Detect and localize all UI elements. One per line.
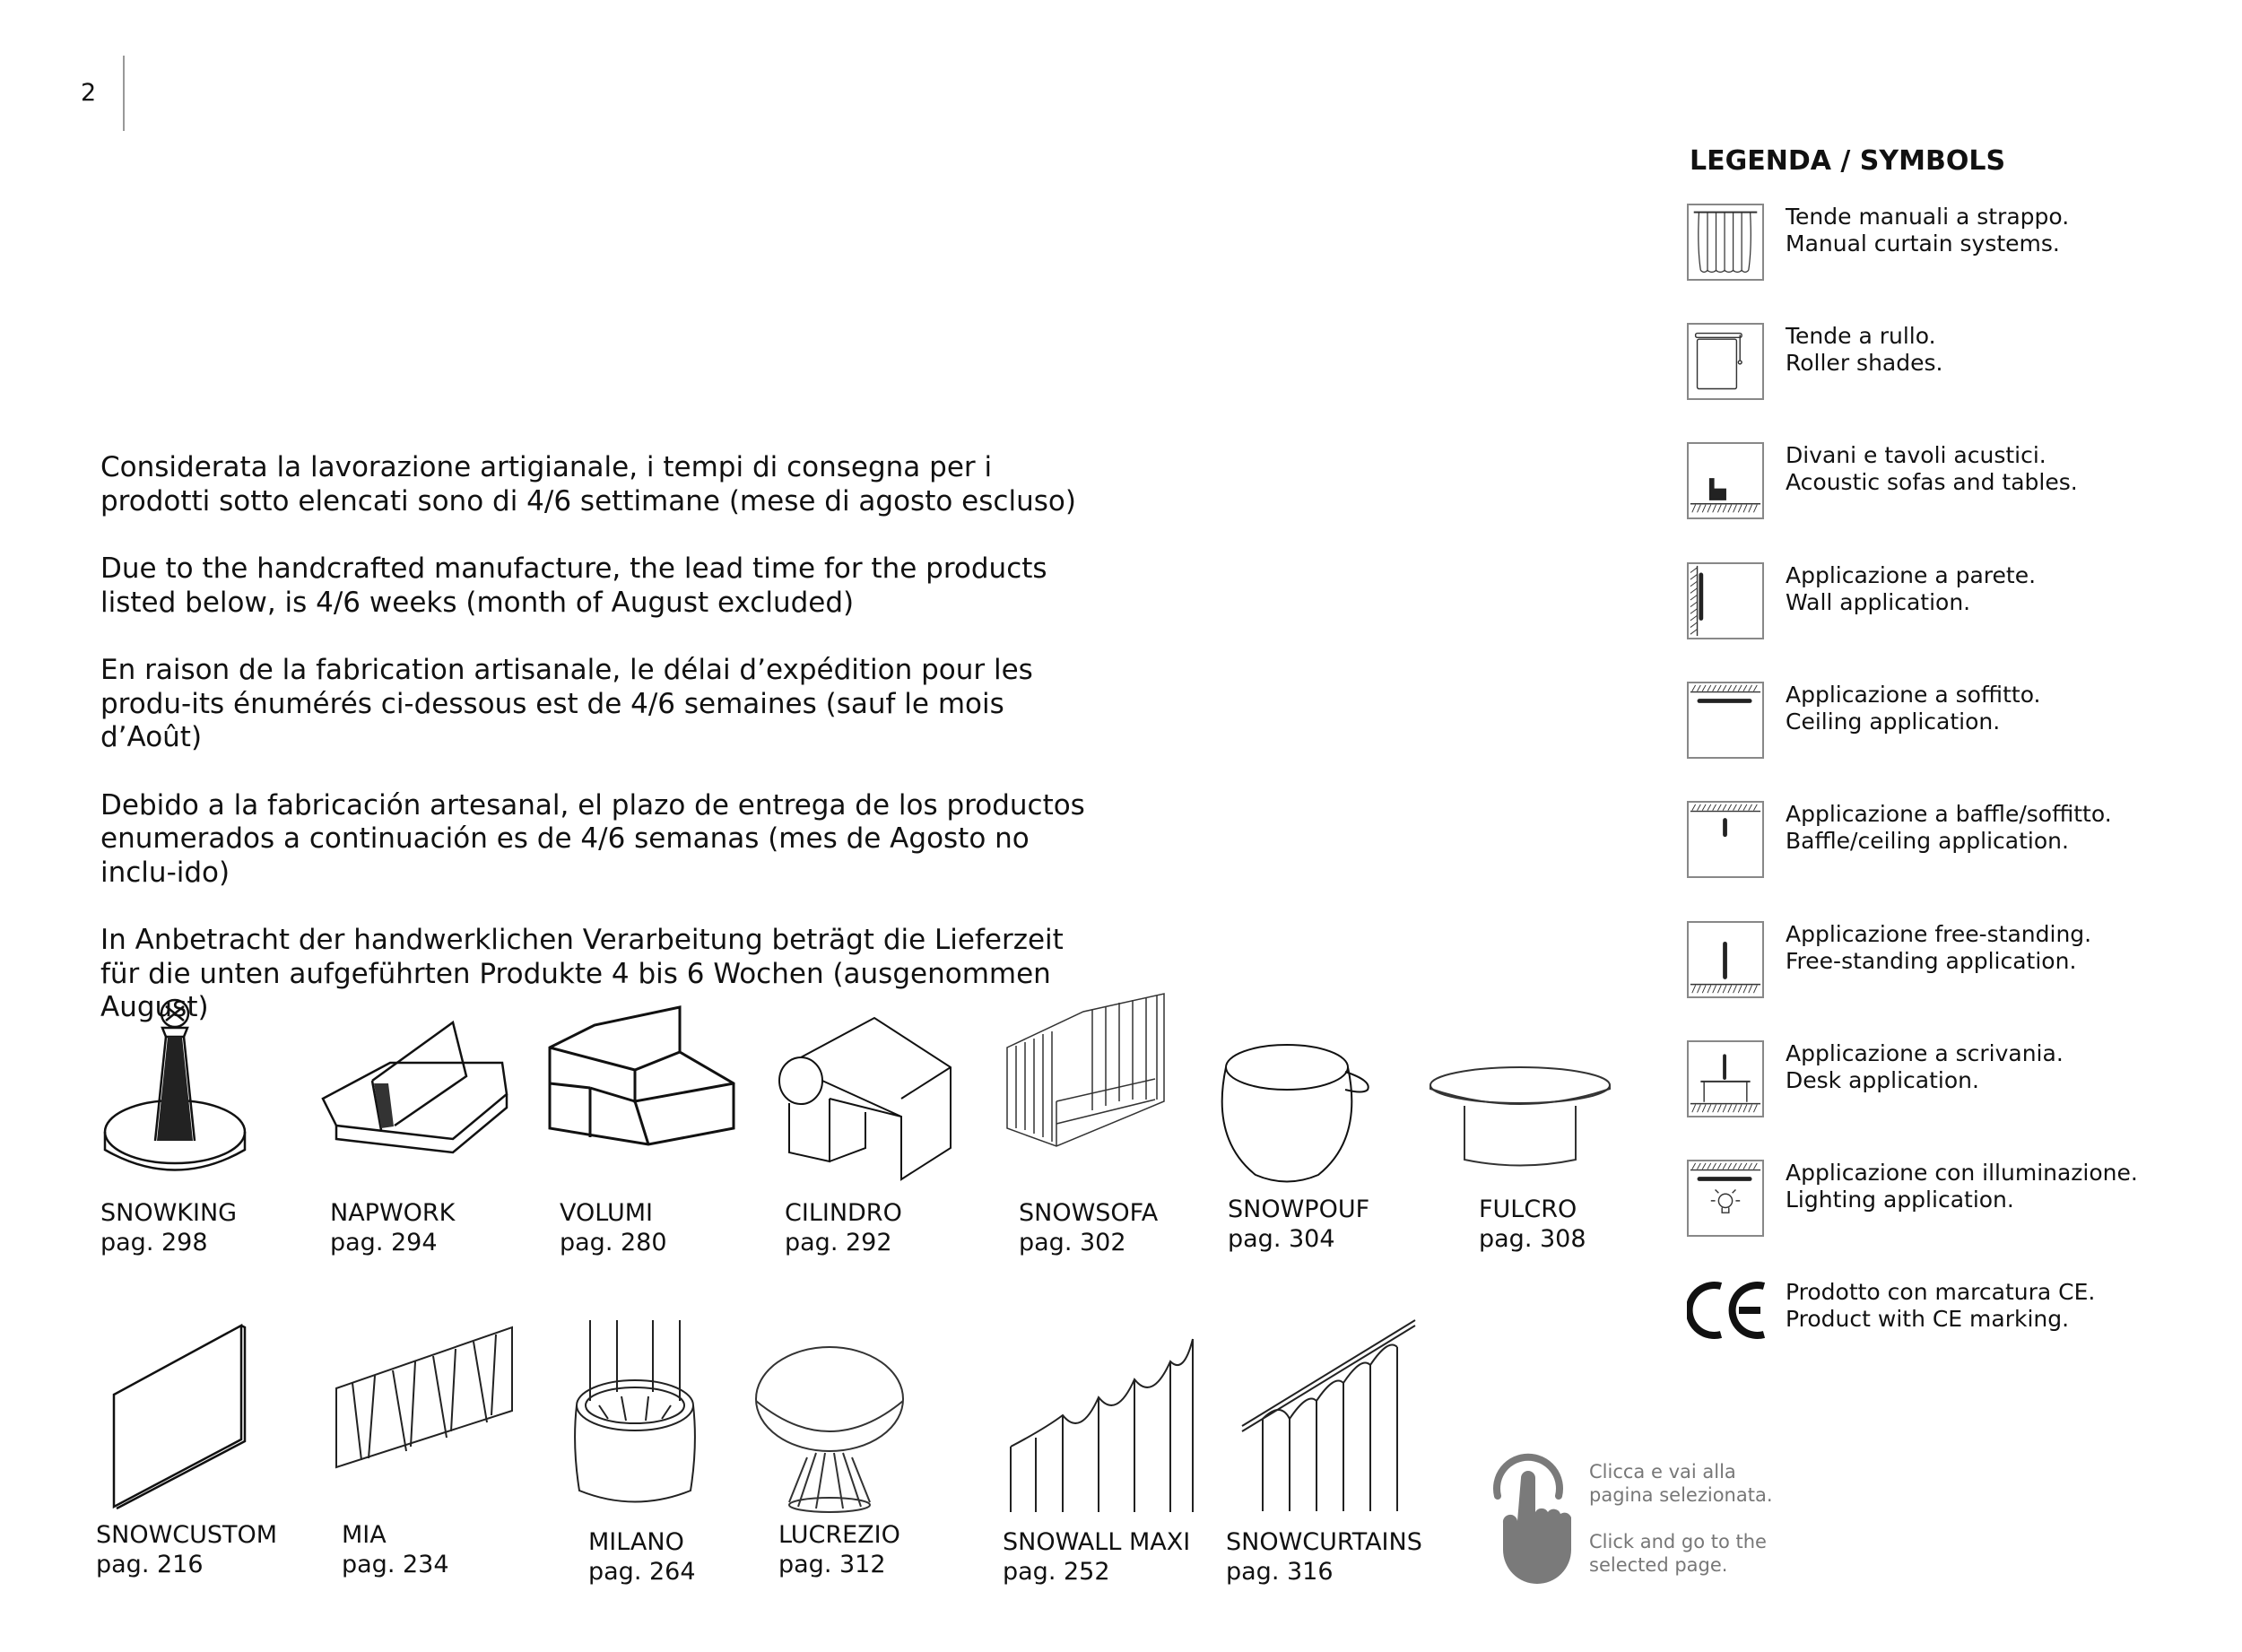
legend-item-free-standing — [1687, 921, 2189, 1002]
hand-pointer-icon — [1489, 1451, 1574, 1589]
ceiling-application-icon — [1687, 682, 1764, 759]
product-link-snowking[interactable] — [100, 1198, 237, 1257]
snowpouf-illustration[interactable] — [1220, 1040, 1377, 1184]
wall-application-icon — [1687, 562, 1764, 639]
legend-item-curtain — [1687, 204, 2189, 284]
product-name: SNOWCURTAINS — [1226, 1528, 1422, 1556]
page-number: 2 — [81, 79, 97, 107]
cilindro-illustration[interactable] — [776, 1013, 955, 1184]
legend-text-it: Applicazione a baffle/soffitto. — [1786, 801, 2112, 827]
product-name: CILINDRO — [785, 1199, 902, 1227]
legend-text-en: Roller shades. — [1786, 350, 1943, 376]
product-page: pag. 316 — [1226, 1558, 1334, 1586]
product-page: pag. 308 — [1479, 1225, 1586, 1253]
legend-text-en: Acoustic sofas and tables. — [1786, 469, 2078, 495]
legend-title: LEGENDA / SYMBOLS — [1690, 145, 2006, 177]
product-link-milano[interactable] — [588, 1527, 696, 1587]
legend-text-it: Applicazione con illuminazione. — [1786, 1160, 2138, 1186]
lead-time-notice — [100, 451, 1087, 1059]
product-page: pag. 280 — [560, 1229, 667, 1256]
legend-text-en: Free-standing application. — [1786, 948, 2077, 974]
legend-text-en: Wall application. — [1786, 589, 1971, 615]
product-name: SNOWPOUF — [1228, 1196, 1370, 1223]
product-name: NAPWORK — [330, 1199, 456, 1227]
product-name: MIA — [342, 1521, 387, 1549]
legend-text-en: Ceiling application. — [1786, 709, 2001, 735]
product-page: pag. 234 — [342, 1551, 449, 1578]
product-name: SNOWALL MAXI — [1003, 1528, 1191, 1556]
milano-illustration[interactable] — [572, 1320, 698, 1509]
product-link-snowpouf[interactable] — [1228, 1195, 1369, 1254]
legend-text-it: Applicazione a scrivania. — [1786, 1040, 2064, 1066]
legend-text-it: Tende manuali a strappo. — [1786, 204, 2070, 230]
product-name: SNOWCUSTOM — [96, 1521, 278, 1549]
product-page: pag. 312 — [778, 1551, 886, 1578]
product-link-snowsofa[interactable] — [1019, 1198, 1158, 1257]
legend-text-en: Product with CE marking. — [1786, 1306, 2070, 1332]
curtain-icon — [1687, 204, 1764, 281]
napwork-illustration[interactable] — [318, 1013, 511, 1166]
product-name: FULCRO — [1479, 1196, 1577, 1223]
legend-text-en: Desk application. — [1786, 1067, 1979, 1093]
snowcustom-illustration[interactable] — [111, 1323, 246, 1511]
roller-shade-icon — [1687, 323, 1764, 400]
legend-text-it: Applicazione a parete. — [1786, 562, 2037, 588]
fulcro-illustration[interactable] — [1429, 1065, 1612, 1169]
product-link-mia[interactable] — [342, 1520, 449, 1579]
lucrezio-illustration[interactable] — [753, 1345, 906, 1511]
baffle-application-icon — [1687, 801, 1764, 878]
page-divider — [123, 56, 125, 131]
legend-item-sofa — [1687, 442, 2189, 523]
legend-item-lighting — [1687, 1160, 2189, 1240]
product-link-volumi[interactable] — [560, 1198, 667, 1257]
product-link-fulcro[interactable] — [1479, 1195, 1586, 1254]
snowsofa-illustration[interactable] — [1003, 994, 1173, 1146]
notice-es: Debido a la fabricación artesanal, el plazo de entrega de los productos enumerados a continuación es de 4/6 semanas (mes de Agosto no inclu-ido) — [100, 788, 1085, 889]
notice-it: Considerata la lavorazione artigianale, i tempi di consegna per i prodotti sotto elencati sono di 4/6 settimane (mese di agosto escluso) — [100, 451, 1076, 517]
legend-text-en: Lighting application. — [1786, 1187, 2014, 1213]
desk-application-icon — [1687, 1040, 1764, 1117]
legend-item-ceiling — [1687, 682, 2189, 762]
product-link-napwork[interactable] — [330, 1198, 455, 1257]
legend-text-en: Baffle/ceiling application. — [1786, 828, 2069, 854]
product-name: LUCREZIO — [778, 1521, 900, 1549]
snowking-illustration[interactable] — [103, 997, 220, 1190]
product-name: SNOWSOFA — [1019, 1199, 1159, 1227]
lighting-application-icon — [1687, 1160, 1764, 1237]
legend-item-ce — [1687, 1279, 2189, 1360]
mia-illustration[interactable] — [335, 1326, 514, 1469]
legend-text-it: Prodotto con marcatura CE. — [1786, 1279, 2096, 1305]
volumi-illustration[interactable] — [545, 1003, 738, 1146]
notice-fr: En raison de la fabrication artisanale, le délai d’expédition pour les produ-its énumérés ci-dessous est de 4/6 semaines (sauf le mois d’Août) — [100, 654, 1033, 753]
legend-item-wall — [1687, 562, 2189, 643]
ce-mark-icon — [1687, 1279, 1768, 1345]
product-page: pag. 216 — [96, 1551, 204, 1578]
click-hint — [1589, 1460, 1777, 1600]
notice-en: Due to the handcrafted manufacture, the lead time for the products listed below, is 4/6 weeks (month of August excluded) — [100, 552, 1047, 619]
click-hint-en: Click and go to the selected page. — [1589, 1531, 1767, 1576]
legend-item-desk — [1687, 1040, 2189, 1121]
sofa-icon — [1687, 442, 1764, 519]
product-name: VOLUMI — [560, 1199, 653, 1227]
click-hint-it: Clicca e vai alla pagina selezionata. — [1589, 1461, 1773, 1506]
snowcurtains-illustration[interactable] — [1240, 1320, 1420, 1513]
product-link-lucrezio[interactable] — [778, 1520, 900, 1579]
product-page: pag. 252 — [1003, 1558, 1110, 1586]
product-name: SNOWKING — [100, 1199, 238, 1227]
product-page: pag. 264 — [588, 1558, 696, 1586]
product-page: pag. 298 — [100, 1229, 208, 1256]
legend-text-en: Manual curtain systems. — [1786, 230, 2060, 256]
product-link-snowcustom[interactable] — [96, 1520, 277, 1579]
product-link-snowcurtains[interactable] — [1226, 1527, 1422, 1587]
product-page: pag. 294 — [330, 1229, 438, 1256]
notice-de: In Anbetracht der handwerklichen Verarbeitung beträgt die Lieferzeit für die unten aufgeführten Produkte 4 bis 6 Wochen (ausgenommen August) — [100, 924, 1064, 1023]
product-name: MILANO — [588, 1528, 684, 1556]
legend-text-it: Divani e tavoli acustici. — [1786, 442, 2046, 468]
legend-item-baffle — [1687, 801, 2189, 882]
product-page: pag. 302 — [1019, 1229, 1126, 1256]
legend-text-it: Applicazione free-standing. — [1786, 921, 2092, 947]
legend-text-it: Tende a rullo. — [1786, 323, 1936, 349]
snowall-maxi-illustration[interactable] — [1009, 1339, 1197, 1514]
free-standing-icon — [1687, 921, 1764, 998]
product-page: pag. 304 — [1228, 1225, 1335, 1253]
product-link-cilindro[interactable] — [785, 1198, 902, 1257]
legend-text-it: Applicazione a soffitto. — [1786, 682, 2041, 708]
product-link-snowall-maxi[interactable] — [1003, 1527, 1190, 1587]
product-page: pag. 292 — [785, 1229, 892, 1256]
legend-item-roller — [1687, 323, 2189, 404]
